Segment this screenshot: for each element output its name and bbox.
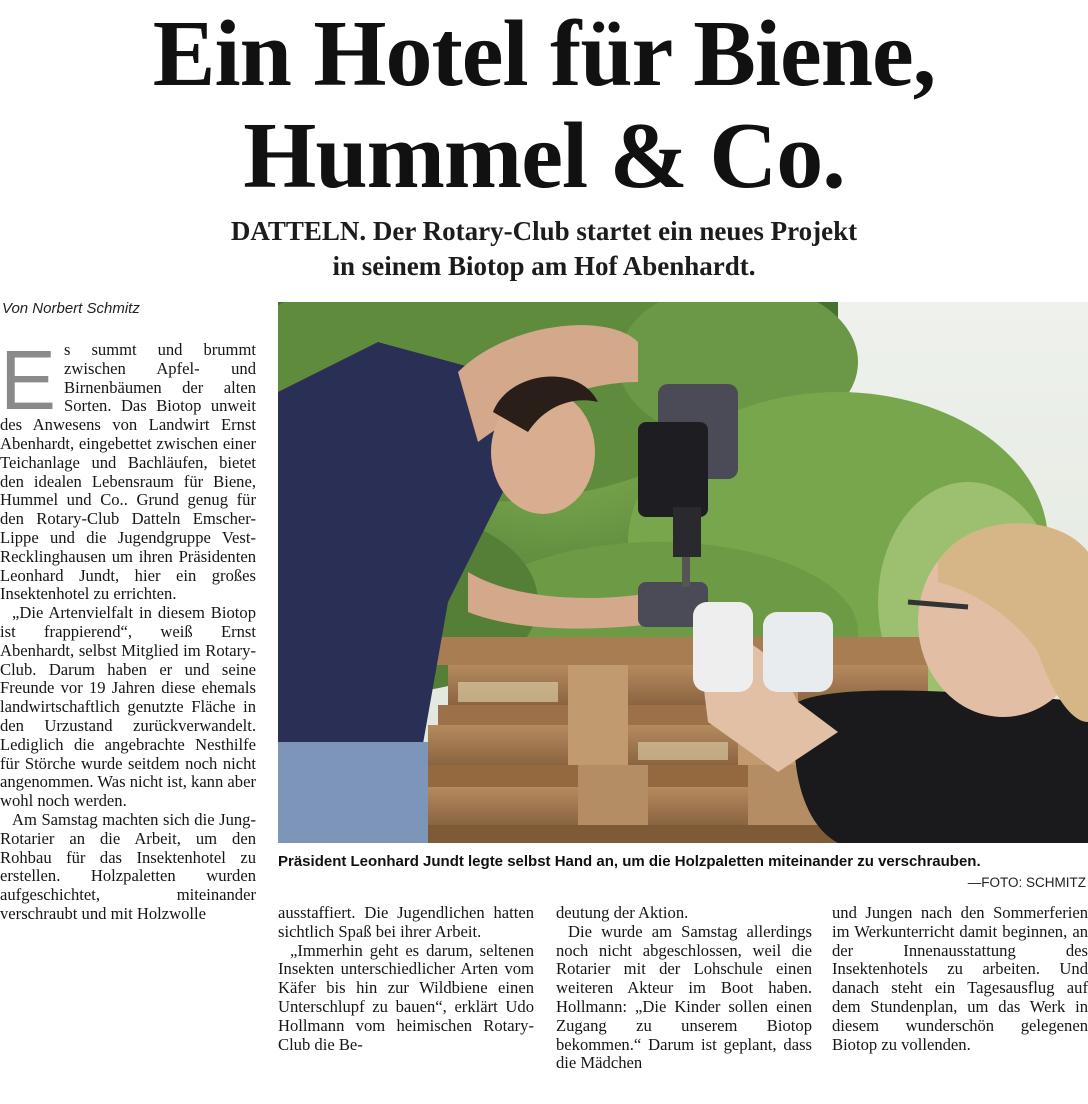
article-column-4 xyxy=(832,904,1088,1054)
headline-line-2: Hummel & Co. xyxy=(243,104,845,208)
paragraph: „Immerhin geht es darum, seltenen Insekten unterschiedlicher Arten vom Käfer bis hin zur Wildbiene einen Unterschlupf zu bauen“, erklärt Udo Hollmann vom heimischen Rotary-Club die Be- xyxy=(278,940,534,1054)
paragraph: s summt und brummt zwischen Apfel- und Birnenbäumen der alten Sorten. Das Biotop unweit des Anwesens von Landwirt Ernst Abenhardt, eingebettet zwischen einer Teichanlage und Bachläufen, bietet den idealen Lebensraum für Biene, Hummel und Co.. Grund genug für den Rotary-Club Datteln Emscher-Lippe und die Jugendgruppe Vest-Recklinghausen um ihren Präsidenten Leonhard Jundt, hier ein großes Insektenhotel zu errichten. xyxy=(0,340,256,604)
paragraph: und Jungen nach den Sommerferien im Werkunterricht damit beginnen, an der Innenausstattung des Insektenhotels zu arbeiten. Und danach steht ein Tagesausflug auf dem Stundenplan, um das Werk in diesem wunderschön gelegenen Biotop zu vollenden. xyxy=(832,903,1088,1054)
paragraph: ausstaffiert. Die Jugendlichen hatten sichtlich Spaß bei ihrer Arbeit. xyxy=(278,903,534,941)
subheadline-line-2: in seinem Biotop am Hof Abenhardt. xyxy=(332,251,756,281)
paragraph: Die wurde am Samstag allerdings noch nicht abgeschlossen, weil die Rotarier mit der Lohschule einen weiteren Akteur im Boot haben. Hollmann: „Die Kinder sollen einen Zugang zu unserem Biotop bekommen.“ Darum ist geplant, dass die Mädchen xyxy=(556,921,812,1073)
article-column-3 xyxy=(556,904,812,1073)
article-column-2 xyxy=(278,904,534,1054)
photo-caption: Präsident Leonhard Jundt legte selbst Hand an, um die Holzpaletten miteinander zu verschrauben. xyxy=(278,853,981,870)
byline: Von Norbert Schmitz xyxy=(2,300,140,317)
headline-line-1: Ein Hotel für Biene, xyxy=(152,2,936,106)
article-column-1 xyxy=(0,333,256,924)
photo-credit: —FOTO: SCHMITZ xyxy=(967,875,1086,890)
drop-cap: E xyxy=(0,333,57,427)
subheadline-line-1: DATTELN. Der Rotary-Club startet ein neues Projekt xyxy=(230,216,858,246)
article-photo xyxy=(278,302,1088,843)
paragraph: „Die Artenvielfalt in diesem Biotop ist frappierend“, weiß Ernst Abenhardt, selbst Mitglied im Rotary-Club. Darum haben er und seine Freunde vor 19 Jahren diese ehemals landwirtschaftlich genutzte Fläche in den Urzustand zurückverwandelt. Lediglich die angebrachte Nesthilfe für Störche wurde seitdem noch nicht angenommen. Was nicht ist, kann aber wohl noch werden. xyxy=(0,603,256,811)
paragraph: deutung der Aktion. xyxy=(556,903,689,922)
paragraph: Am Samstag machten sich die Jung-Rotarier an die Arbeit, um den Rohbau für das Insektenhotel zu erstellen. Holzpaletten wurden aufgeschichtet, miteinander verschraubt und mit Holzwolle xyxy=(0,809,256,923)
